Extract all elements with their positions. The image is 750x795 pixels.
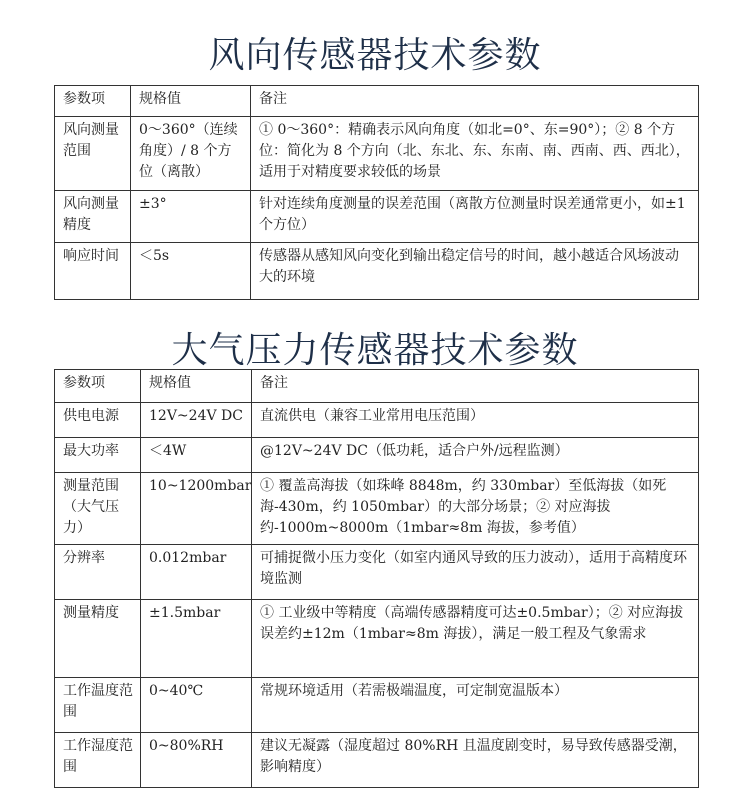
spec-cell: 0~40℃ bbox=[141, 678, 252, 733]
note-cell: ① 覆盖高海拔（如珠峰 8848m，约 330mbar）至低海拔（如死海-430m，约 1050mbar）的大部分场景；② 对应海拔约-1000m~8000m（1mbar≈8m 海拔，参考值） bbox=[252, 473, 699, 545]
note-cell: 常规环境适用（若需极端温度，可定制宽温版本） bbox=[252, 678, 699, 733]
param-cell: 风向测量精度 bbox=[55, 191, 131, 243]
param-cell: 测量范围（大气压力） bbox=[55, 473, 141, 545]
param-cell: 工作温度范围 bbox=[55, 678, 141, 733]
param-cell: 响应时间 bbox=[55, 243, 131, 300]
note-cell: 直流供电（兼容工业常用电压范围） bbox=[252, 403, 699, 438]
table-row bbox=[55, 403, 699, 438]
spec-cell: ＜4W bbox=[141, 438, 252, 473]
table-header-row bbox=[55, 86, 699, 117]
header-note: 备注 bbox=[252, 370, 699, 403]
header-param: 参数项 bbox=[55, 86, 131, 117]
table-row bbox=[55, 545, 699, 600]
note-cell: 针对连续角度测量的误差范围（离散方位测量时误差通常更小，如±1 个方位） bbox=[251, 191, 699, 243]
spec-cell: 0.012mbar bbox=[141, 545, 252, 600]
spec-cell: 0~80%RH bbox=[141, 733, 252, 788]
note-cell: ① 0～360°：精确表示风向角度（如北=0°、东=90°）；② 8 个方位：简化为 8 个方向（北、东北、东、东南、南、西南、西、西北），适用于对精度要求较低的场景 bbox=[251, 117, 699, 191]
note-cell: 传感器从感知风向变化到输出稳定信号的时间，越小越适合风场波动大的环境 bbox=[251, 243, 699, 300]
table-header-row bbox=[55, 370, 699, 403]
spec-cell: 10~1200mbar bbox=[141, 473, 252, 545]
table-row bbox=[55, 117, 699, 191]
header-note: 备注 bbox=[251, 86, 699, 117]
table-row bbox=[55, 438, 699, 473]
spec-cell: ＜5s bbox=[131, 243, 251, 300]
table-row bbox=[55, 243, 699, 300]
note-cell: 建议无凝露（湿度超过 80%RH 且温度剧变时，易导致传感器受潮，影响精度） bbox=[252, 733, 699, 788]
table-row bbox=[55, 600, 699, 678]
wind-sensor-title: 风向传感器技术参数 bbox=[208, 35, 542, 76]
wind-spec-table bbox=[54, 85, 699, 300]
param-cell: 最大功率 bbox=[55, 438, 141, 473]
param-cell: 风向测量范围 bbox=[55, 117, 131, 191]
pressure-spec-table bbox=[54, 369, 699, 788]
spec-cell: 0～360°（连续角度）/ 8 个方位（离散） bbox=[131, 117, 251, 191]
param-cell: 测量精度 bbox=[55, 600, 141, 678]
table-row bbox=[55, 191, 699, 243]
table-row bbox=[55, 678, 699, 733]
spec-cell: ±1.5mbar bbox=[141, 600, 252, 678]
spec-cell: 12V~24V DC bbox=[141, 403, 252, 438]
table-row bbox=[55, 473, 699, 545]
header-spec: 规格值 bbox=[141, 370, 252, 403]
note-cell: @12V~24V DC（低功耗，适合户外/远程监测） bbox=[252, 438, 699, 473]
param-cell: 供电电源 bbox=[55, 403, 141, 438]
param-cell: 工作湿度范围 bbox=[55, 733, 141, 788]
header-spec: 规格值 bbox=[131, 86, 251, 117]
param-cell: 分辨率 bbox=[55, 545, 141, 600]
header-param: 参数项 bbox=[55, 370, 141, 403]
note-cell: 可捕捉微小压力变化（如室内通风导致的压力波动），适用于高精度环境监测 bbox=[252, 545, 699, 600]
table-row bbox=[55, 733, 699, 788]
note-cell: ① 工业级中等精度（高端传感器精度可达±0.5mbar）；② 对应海拔误差约±12m（1mbar≈8m 海拔），满足一般工程及气象需求 bbox=[252, 600, 699, 678]
spec-cell: ±3° bbox=[131, 191, 251, 243]
pressure-sensor-title: 大气压力传感器技术参数 bbox=[171, 330, 579, 371]
